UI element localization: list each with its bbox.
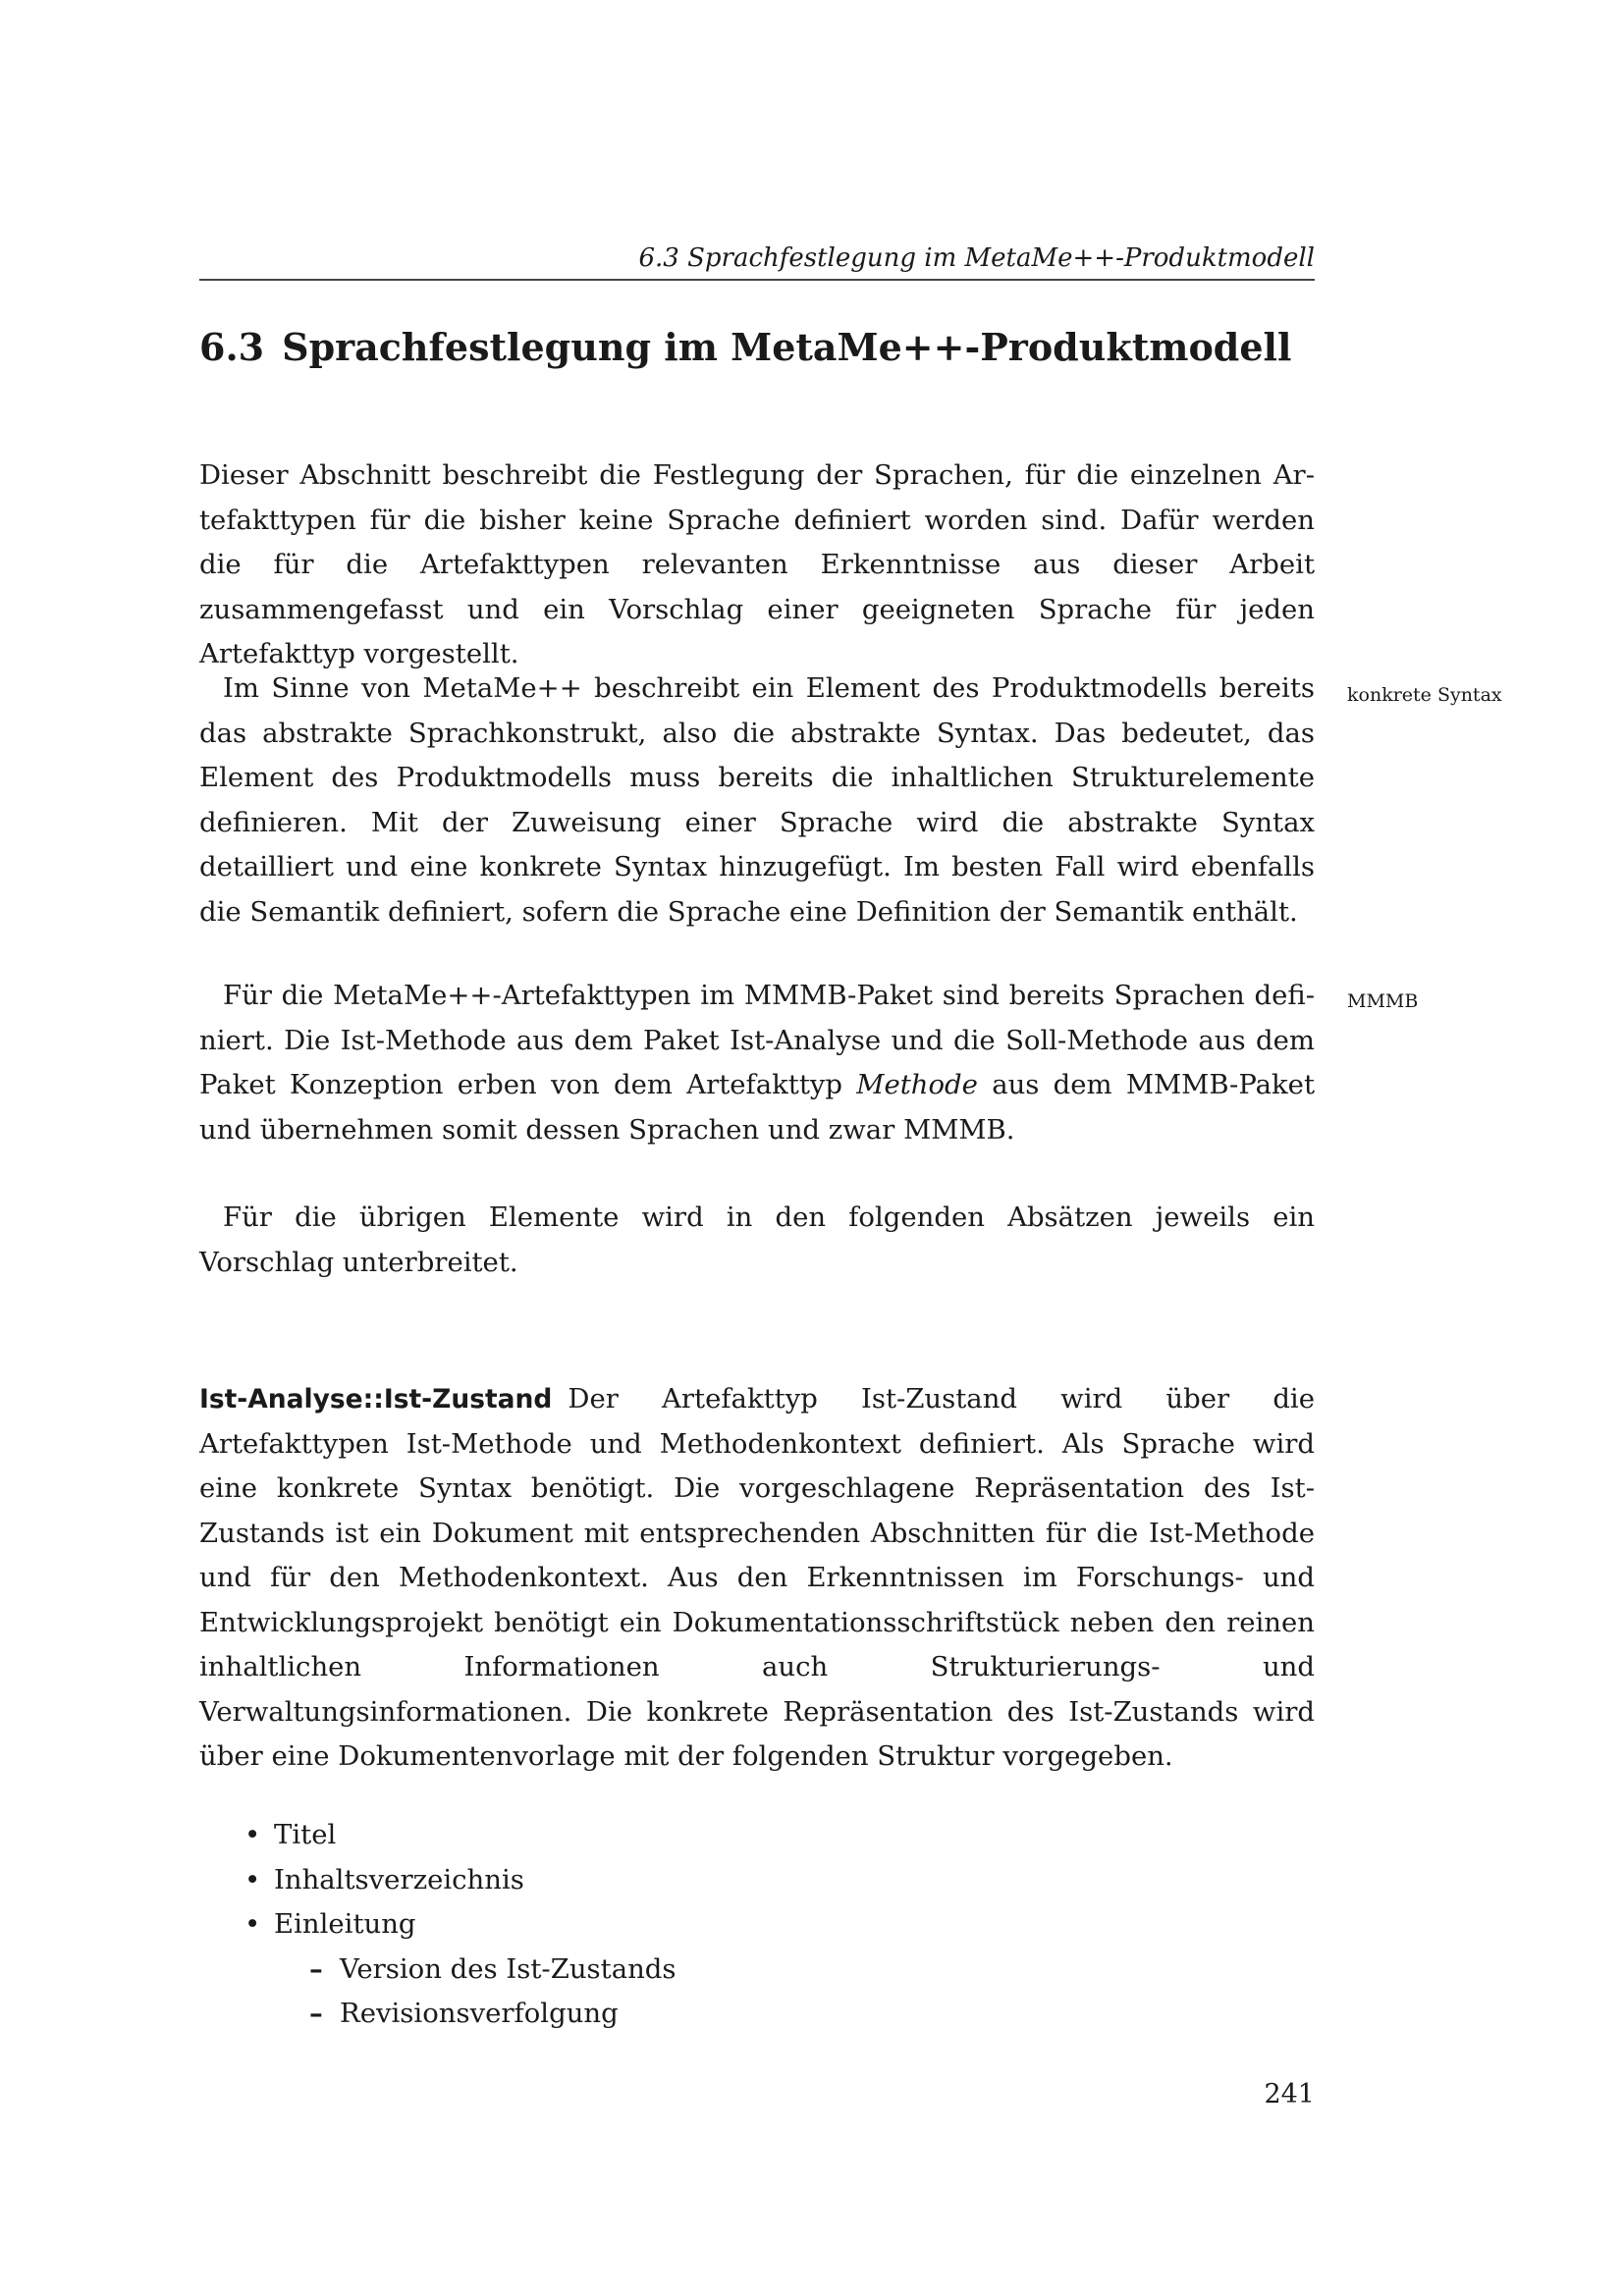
list-subitem-revisionsverfolgung: – Revisionsverfolgung [199,1992,1083,2037]
paragraph-ist-zustand [199,1377,1315,1780]
running-head: 6.3 Sprachfestlegung im MetaMe++-Produktmodell [638,243,1315,273]
section-title: Sprachfestlegung im MetaMe++-Produktmodell [282,325,1292,369]
paragraph-ist-zustand-text: Der Artefakttyp Ist-Zustand wird über die Artefakttypen Ist-Methode und Methodenkontext definiert. Als Sprache wird eine konkrete Syntax benötigt. Die vorgeschlagene Repräsentation des Ist-Zustands ist ein Dokument mit entsprechenden Abschnitten für die Ist-Methode und für den Methodenkontext. Aus den Erkenntnissen im Forschungs- und Entwicklungsprojekt benötigt ein Dokumentationsschriftstück neben den reinen inhaltlichen Informationen auch Strukturierungs- und Verwaltungsinformationen. Die konkrete Repräsentation des Ist-Zustands wird über eine Dokumentenvorlage mit der folgenden Struktur vorgegeben. [199,1383,1315,1772]
list-subitem-version: – Version des Ist-Zustands [199,1948,1083,1993]
list-item-inhaltsverzeichnis: • Inhaltsverzeichnis [199,1858,1083,1903]
section-heading [199,324,1315,371]
section-number: 6.3 [199,325,265,369]
list-item-titel: • Titel [199,1813,1083,1858]
paragraph-mmmb-emphasis: Methode [856,1069,978,1100]
margin-note-mmmb: MMMB [1347,990,1419,1012]
paragraph-mmmb [199,974,1315,1152]
header-rule [199,279,1315,281]
paragraph-label-ist-zustand: Ist-Analyse::Ist-Zustand [199,1384,553,1415]
document-structure-list [199,1813,1083,2037]
margin-note-konkrete-syntax: konkrete Syntax [1347,684,1502,706]
paragraph-syntax: Im Sinne von MetaMe++ beschreibt ein Element des Produktmodells bereits das abstrakte Sprachkonstrukt, also die abstrakte Syntax. Das bedeutet, das Element des Produktmodells muss bereits die inhaltlichen Strukturelemente definieren. Mit der Zuweisung einer Sprache wird die abstrakte Syntax detailliert und eine konkrete Syntax hinzugefügt. Im besten Fall wird ebenfalls die Semantik definiert, sofern die Sprache eine Definition der Semantik enthält. [199,672,1315,928]
page-number: 241 [1264,2079,1315,2109]
paragraph-mmmb-text-1: Für die MetaMe++-Artefakttypen im MMMB-Paket sind bereits Sprachen definiert. Die Ist-Methode aus dem Paket Ist-Analyse und die Soll-Methode aus dem Paket Konzeption erben von dem Artefakttyp [199,980,1315,1100]
paragraph-intro: Dieser Abschnitt beschreibt die Festlegung der Sprachen, für die einzelnen Artefakttypen für die bisher keine Sprache definiert worden sind. Dafür werden die für die Artefakttypen relevanten Erkenntnisse aus dieser Arbeit zusammengefasst und ein Vorschlag einer geeigneten Sprache für jeden Artefakttyp vorgestellt. [199,459,1315,669]
paragraph-mmmb-text-2: aus dem MMMB-Paket und übernehmen somit dessen Sprachen und zwar MMMB. [199,1069,1315,1146]
paragraph-other-elements: Für die übrigen Elemente wird in den folgenden Absätzen jeweils ein Vorschlag unterbreitet. [199,1201,1315,1278]
list-item-einleitung: • Einleitung [199,1902,1083,1948]
